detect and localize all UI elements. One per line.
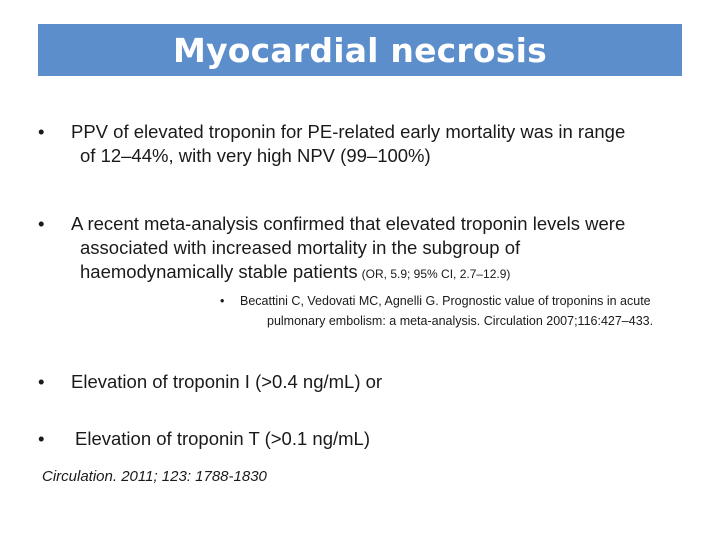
reference-line: Becattini C, Vedovati MC, Agnelli G. Prognostic value of troponins in acute [240, 294, 651, 308]
reference-line: pulmonary embolism: a meta-analysis. Circulation 2007;116:427–433. [267, 314, 654, 328]
bullet-meta-analysis [38, 212, 708, 286]
bullet-ppv [38, 120, 698, 170]
bullet-line: of 12–44%, with very high NPV (99–100%) [80, 145, 431, 166]
bullet-marker: • [38, 213, 45, 234]
bullet-marker: • [38, 371, 45, 392]
bullet-marker: • [38, 428, 45, 449]
bullet-troponin-i [38, 370, 698, 396]
reference-marker: • [220, 294, 225, 308]
slide-title: Myocardial necrosis [173, 30, 547, 70]
bullet-line: haemodynamically stable patients [80, 261, 358, 282]
bullet-line: associated with increased mortality in the subgroup of [80, 237, 521, 258]
reference-citation [220, 291, 700, 331]
bullet-marker: • [38, 121, 45, 142]
bullet-line: PPV of elevated troponin for PE-related early mortality was in range [71, 121, 626, 142]
bullet-troponin-t [38, 427, 698, 453]
source-footer: Circulation. 2011; 123: 1788-1830 [42, 468, 267, 485]
title-bar [38, 24, 682, 76]
odds-ratio-note: (OR, 5.9; 95% CI, 2.7–12.9) [361, 267, 511, 281]
bullet-line: A recent meta-analysis confirmed that elevated troponin levels were [71, 213, 626, 234]
bullet-line: Elevation of troponin I (>0.4 ng/mL) or [71, 371, 383, 392]
bullet-line: Elevation of troponin T (>0.1 ng/mL) [75, 428, 370, 449]
